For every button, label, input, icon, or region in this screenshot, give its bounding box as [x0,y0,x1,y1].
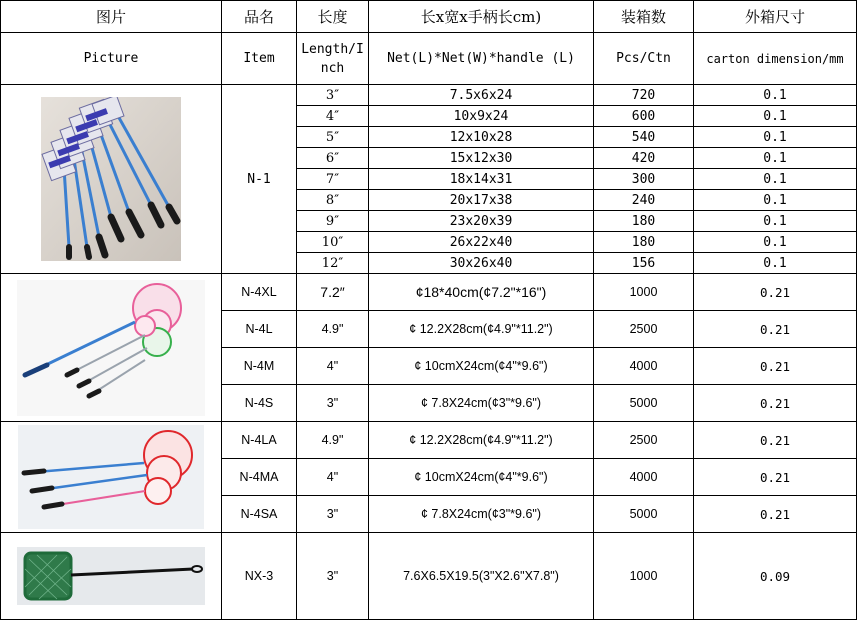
size-cell: ¢18*40cm(¢7.2"*16") [369,274,594,311]
carton-cell: 0.1 [694,190,857,211]
size-cell: ¢ 7.8X24cm(¢3"*9.6") [369,385,594,422]
item-cell: N-4S [222,385,297,422]
pcs-cell: 1000 [594,533,694,620]
table-row [1,533,857,620]
table-row [1,422,857,459]
length-cell: 4.9" [297,422,369,459]
size-cell: 30x26x40 [369,253,594,274]
length-cell: 4" [297,459,369,496]
header-picture-cn: 图片 [1,1,222,33]
header-picture-en: Picture [1,33,222,85]
carton-cell: 0.21 [694,459,857,496]
length-cell: 8″ [297,190,369,211]
length-cell: 12″ [297,253,369,274]
pcs-cell: 2500 [594,311,694,348]
length-cell: 10″ [297,232,369,253]
carton-cell: 0.1 [694,169,857,190]
item-cell: N-4M [222,348,297,385]
length-cell: 4″ [297,106,369,127]
size-cell: 7.6X6.5X19.5(3"X2.6"X7.8") [369,533,594,620]
length-cell: 3" [297,385,369,422]
pcs-cell: 5000 [594,385,694,422]
carton-cell: 0.21 [694,348,857,385]
size-cell: 18x14x31 [369,169,594,190]
size-cell: 7.5x6x24 [369,85,594,106]
header-length-en-text: Length/Inch [301,41,364,76]
size-cell: ¢ 10cmX24cm(¢4"*9.6") [369,348,594,385]
carton-cell: 0.21 [694,496,857,533]
header-length-cn: 长度 [297,1,369,33]
carton-cell: 0.21 [694,385,857,422]
pcs-cell: 5000 [594,496,694,533]
header-pcs-en: Pcs/Ctn [594,33,694,85]
length-cell: 3" [297,533,369,620]
pcs-cell: 156 [594,253,694,274]
length-cell: 9″ [297,211,369,232]
size-cell: 26x22x40 [369,232,594,253]
size-cell: ¢ 7.8X24cm(¢3"*9.6") [369,496,594,533]
header-size-cn: 长x宽x手柄长cm) [369,1,594,33]
length-cell: 7″ [297,169,369,190]
length-cell: 4.9" [297,311,369,348]
size-cell: ¢ 12.2X28cm(¢4.9"*11.2") [369,422,594,459]
item-cell: N-4L [222,311,297,348]
length-cell: 5″ [297,127,369,148]
carton-cell: 0.1 [694,85,857,106]
fish-net-set-image [41,97,181,261]
header-row-chinese [1,1,857,33]
pcs-cell: 4000 [594,459,694,496]
length-cell: 7.2″ [297,274,369,311]
pcs-cell: 720 [594,85,694,106]
product-image-pink-green-nets [1,274,222,422]
item-cell: NX-3 [222,533,297,620]
carton-cell: 0.1 [694,127,857,148]
carton-cell: 0.09 [694,533,857,620]
length-cell: 3″ [297,85,369,106]
header-item-en: Item [222,33,297,85]
product-image-red-nets [1,422,222,533]
table-row [1,274,857,311]
carton-cell: 0.1 [694,148,857,169]
pink-green-round-nets-image [17,280,205,416]
product-image-fish-net-set [1,85,222,274]
red-round-nets-image [18,425,204,529]
pcs-cell: 240 [594,190,694,211]
pcs-cell: 180 [594,232,694,253]
size-cell: ¢ 10cmX24cm(¢4"*9.6") [369,459,594,496]
product-image-green-square-net [1,533,222,620]
size-cell: 15x12x30 [369,148,594,169]
item-n1: N-1 [222,85,297,274]
carton-cell: 0.1 [694,106,857,127]
size-cell: 10x9x24 [369,106,594,127]
header-carton-en: carton dimension/mm [694,33,857,85]
green-square-net-image [17,547,205,605]
pcs-cell: 420 [594,148,694,169]
size-cell: 20x17x38 [369,190,594,211]
item-cell: N-4XL [222,274,297,311]
size-cell: 12x10x28 [369,127,594,148]
length-cell: 3" [297,496,369,533]
header-length-en [297,33,369,85]
carton-cell: 0.1 [694,211,857,232]
pcs-cell: 180 [594,211,694,232]
header-carton-cn: 外箱尺寸 [694,1,857,33]
carton-cell: 0.21 [694,422,857,459]
carton-cell: 0.21 [694,311,857,348]
length-cell: 4" [297,348,369,385]
size-cell: 23x20x39 [369,211,594,232]
header-item-cn: 品名 [222,1,297,33]
header-row-english [1,33,857,85]
pcs-cell: 1000 [594,274,694,311]
pcs-cell: 600 [594,106,694,127]
carton-cell: 0.21 [694,274,857,311]
length-cell: 6″ [297,148,369,169]
header-pcs-cn: 装箱数 [594,1,694,33]
pcs-cell: 300 [594,169,694,190]
item-cell: N-4LA [222,422,297,459]
table-row [1,85,857,106]
carton-cell: 0.1 [694,253,857,274]
item-cell: N-4SA [222,496,297,533]
pcs-cell: 540 [594,127,694,148]
item-cell: N-4MA [222,459,297,496]
header-size-en: Net(L)*Net(W)*handle (L) [369,33,594,85]
pcs-cell: 2500 [594,422,694,459]
pcs-cell: 4000 [594,348,694,385]
size-cell: ¢ 12.2X28cm(¢4.9"*11.2") [369,311,594,348]
carton-cell: 0.1 [694,232,857,253]
